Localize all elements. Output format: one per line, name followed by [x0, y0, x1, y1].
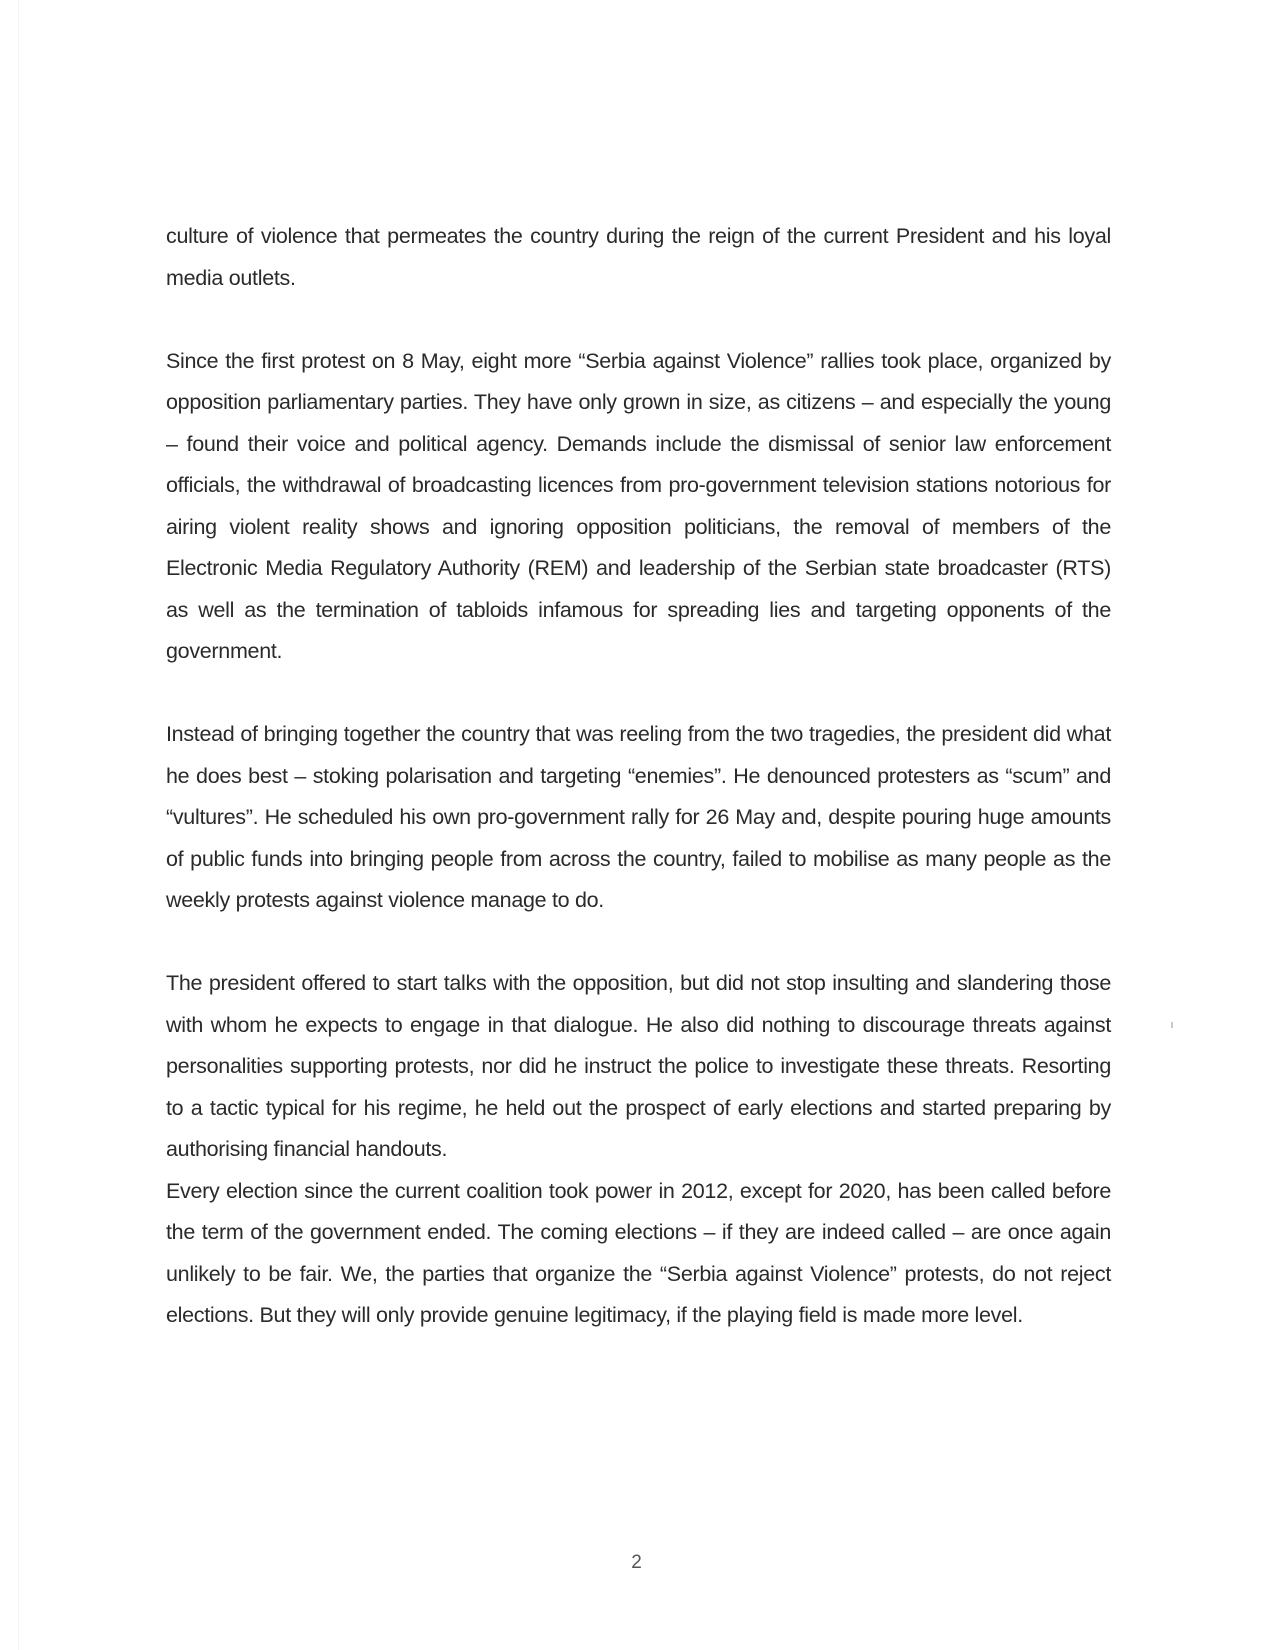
paragraph-protests-demands: Since the first protest on 8 May, eight more “Serbia against Violence” rallies took place, organized by opposition parliamentary parties. They have only grown in size, as citizens – and especially the young – found their voice and political agency. Demands include the dismissal of senior law enforcement officials, the withdrawal of broadcasting licences from pro-government television stations notorious for airing violent reality shows and ignoring opposition politicians, the removal of members of the Electronic Media Regulatory Authority (REM) and leadership of the Serbian state broadcaster (RTS) as well as the termination of tabloids infamous for spreading lies and targeting opponents of the government. [166, 348, 1111, 663]
paragraph-spacer [166, 922, 1111, 964]
paragraph-spacer [166, 299, 1111, 341]
scan-artifact [1171, 1022, 1173, 1028]
paragraph-culture-of-violence: culture of violence that permeates the country during the reign of the current President and his loyal media outlets. [166, 224, 1111, 290]
scan-edge [18, 0, 19, 1650]
paragraph-talks-and-elections: The president offered to start talks with the opposition, but did not stop insulting and slandering those with whom he expects to engage in that dialogue. He also did nothing to discourage threats against personalities supporting protests, nor did he instruct the police to investigate these threats. Resorting to a tactic typical for his regime, he held out the prospect of early elections and started preparing by authorising financial handouts. [166, 971, 1111, 1161]
paragraph-early-elections: Every election since the current coalition took power in 2012, except for 2020, has been called before the term of the government ended. The coming elections – if they are indeed called – are once again unlikely to be fair. We, the parties that organize the “Serbia against Violence” protests, do not reject elections. But they will only provide genuine legitimacy, if the playing field is made more level. [166, 1178, 1111, 1327]
paragraph-president-response: Instead of bringing together the country that was reeling from the two tragedies, the president did what he does best – stoking polarisation and targeting “enemies”. He denounced protesters as “scum” and “vultures”. He scheduled his own pro-government rally for 26 May and, despite pouring huge amounts of public funds into bringing people from across the country, failed to mobilise as many people as the weekly protests against violence manage to do. [166, 722, 1111, 912]
page-number: 2 [631, 1552, 642, 1573]
paragraph-spacer [166, 673, 1111, 715]
document-body [166, 216, 1111, 1337]
